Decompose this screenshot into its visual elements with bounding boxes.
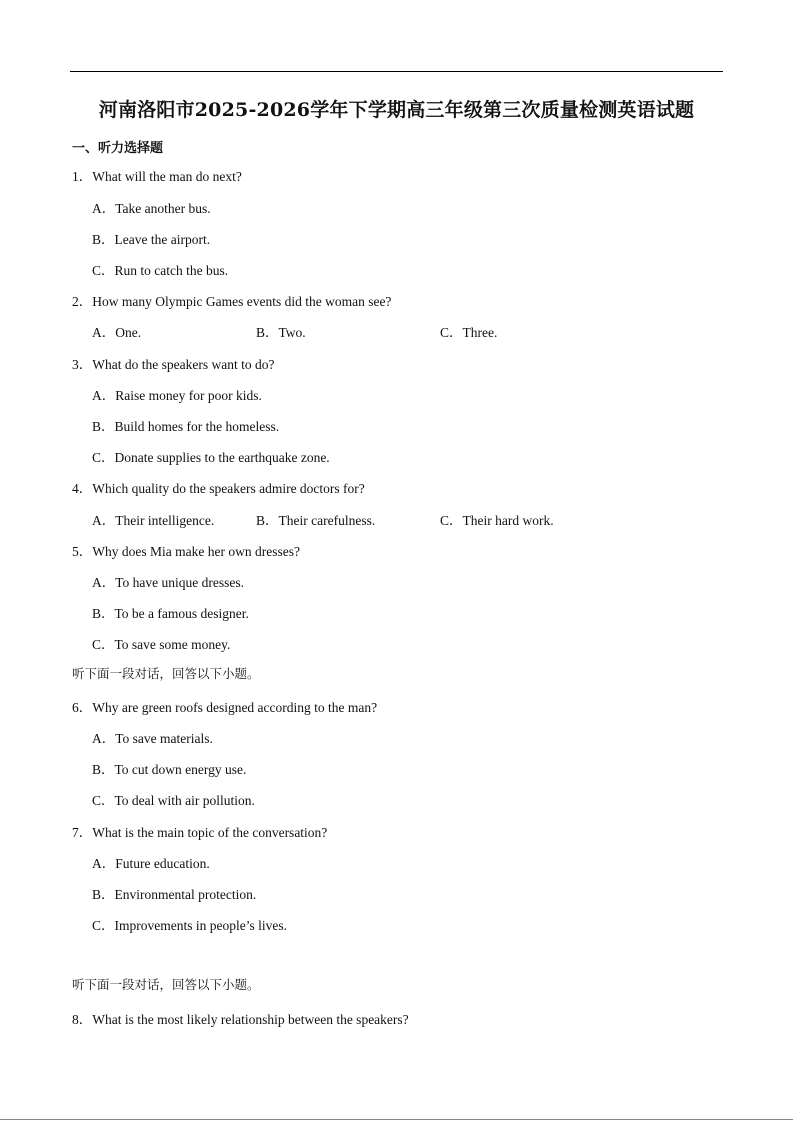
question-stem: 6．Why are green roofs designed according to the man? [72,700,378,715]
option-b: B．Two. [256,325,306,340]
question-stem: 7．What is the main topic of the conversation? [72,825,328,840]
footer-rule [0,1119,793,1120]
question-stem: 4．Which quality do the speakers admire doctors for? [72,481,365,496]
option-c: C．Three. [440,325,498,340]
question-stem: 3．What do the speakers want to do? [72,357,275,372]
option-b: B．Build homes for the homeless. [92,419,280,434]
option-b: B．To be a famous designer. [92,606,249,621]
question-stem: 8．What is the most likely relationship between the speakers? [72,1012,409,1027]
listening-instruction: 听下面一段对话，回答以下小题。 [72,666,260,681]
question-stem: 5．Why does Mia make her own dresses? [72,544,300,559]
page-title: 河南洛阳市2025-2026学年下学期高三年级第三次质量检测英语试题 [98,99,695,121]
section-heading: 一、听力选择题 [72,141,164,156]
option-a: A．To have unique dresses. [92,575,245,590]
question-stem: 1．What will the man do next? [72,169,242,184]
option-a: A．Take another bus. [92,201,211,216]
option-b: B．Their carefulness. [256,513,376,528]
option-a: A．Their intelligence. [92,513,215,528]
option-a: A．One. [92,325,142,340]
header-rule [70,71,723,72]
question-stem: 2．How many Olympic Games events did the woman see? [72,294,392,309]
option-c: C．To save some money. [92,637,231,652]
option-a: A．Raise money for poor kids. [92,388,262,403]
option-c: C．Donate supplies to the earthquake zone. [92,450,330,465]
option-c: C．To deal with air pollution. [92,793,255,808]
option-a: A．To save materials. [92,731,213,746]
option-b: B．To cut down energy use. [92,762,247,777]
option-a: A．Future education. [92,856,210,871]
option-c: C．Improvements in people’s lives. [92,918,287,933]
option-b: B．Environmental protection. [92,887,257,902]
option-b: B．Leave the airport. [92,232,211,247]
option-c: C．Run to catch the bus. [92,263,229,278]
listening-instruction: 听下面一段对话，回答以下小题。 [72,977,260,992]
option-c: C．Their hard work. [440,513,554,528]
